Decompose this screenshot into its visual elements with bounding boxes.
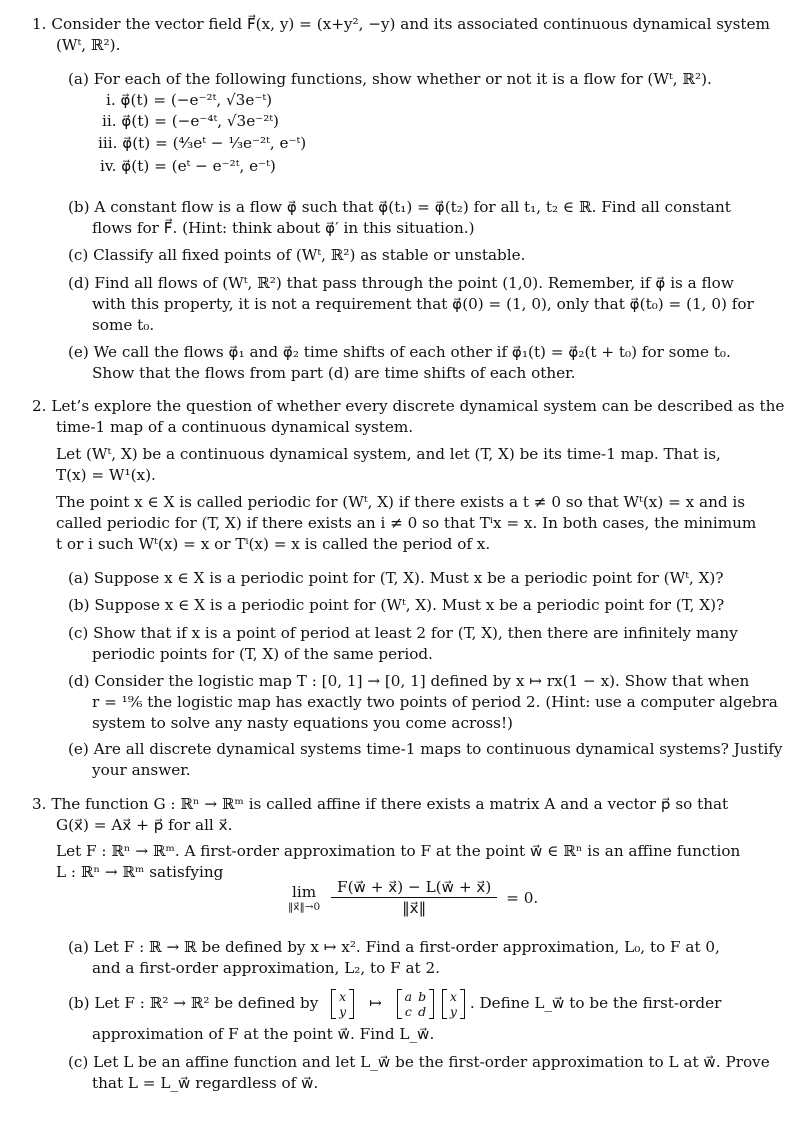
problem-1d-line-3: some t₀. [92, 316, 155, 334]
problem-2-para2-line-1: The point x ∈ X is called periodic for (Wᵗ, X) if there exists a t ≠ 0 so that Wᵗ(x) = x and is [56, 493, 746, 511]
matrix-entry-d: d [418, 1004, 427, 1019]
problem-2c-line-2: periodic points for (T, X) of the same period. [92, 645, 433, 663]
problem-2c-line-1: (c) Show that if x is a point of period at least 2 for (T, X), then there are infinitely many [68, 624, 738, 642]
limit-equation [288, 877, 538, 918]
limit-operator [288, 883, 320, 913]
problem-2d-line-3: system to solve any nasty equations you come across!) [92, 714, 513, 732]
matrix-entry-b: b [418, 989, 427, 1004]
problem-2e-line-1: (e) Are all discrete dynamical systems time-1 maps to continuous dynamical systems? Justify [68, 740, 783, 758]
matrix-entry-a: a [404, 989, 413, 1004]
problem-1a-item-i: i. φ⃗(t) = (−e⁻²ᵗ, √3e⁻ᵗ) [106, 91, 273, 109]
problem-2d-line-1: (d) Consider the logistic map T : [0, 1] → [0, 1] defined by x ↦ rx(1 − x). Show that when [68, 672, 750, 690]
maps-to-arrow: ↦ [369, 994, 382, 1012]
problem-2-intro-line-1: 2. Let’s explore the question of whether every discrete dynamical system can be described as the [32, 397, 785, 415]
problem-3b-lead: (b) Let F : ℝ² → ℝ² be defined by [68, 994, 319, 1012]
problem-3c-line-1: (c) Let L be an affine function and let L_w⃗ be the first-order approximation to L at w⃗. Prove [68, 1053, 770, 1071]
problem-2d-line-2: r = ¹⁹⁄₆ the logistic map has exactly two points of period 2. (Hint: use a computer algebra [92, 693, 778, 711]
coefficient-matrix [397, 989, 434, 1019]
problem-2e-line-2: your answer. [92, 761, 191, 779]
limit-lim: lim [292, 882, 317, 901]
problem-3a-line-1: (a) Let F : ℝ → ℝ be defined by x ↦ x². Find a first-order approximation, L₀, to F at 0, [68, 938, 720, 956]
problem-3a-line-2: and a first-order approximation, L₂, to F at 2. [92, 959, 440, 977]
problem-1e-line-2: Show that the flows from part (d) are time shifts of each other. [92, 364, 576, 382]
problem-2-para2-line-3: t or i such Wᵗ(x) = x or Tⁱ(x) = x is called the period of x. [56, 535, 491, 553]
problem-2-para2-line-2: called periodic for (T, X) if there exists an i ≠ 0 so that Tⁱx = x. In both cases, the minimum [56, 514, 757, 532]
problem-2b-line-1: (b) Suppose x ∈ X is a periodic point for (Wᵗ, X). Must x be a periodic point for (T, X)? [68, 596, 725, 614]
problem-1a-item-iii: iii. φ⃗(t) = (⁴⁄₃eᵗ − ¹⁄₃e⁻²ᵗ, e⁻ᵗ) [98, 134, 307, 152]
problem-1d-line-2: with this property, it is not a requirement that φ⃗(0) = (1, 0), only that φ⃗(t₀) = (1, 0) for [92, 295, 754, 313]
problem-1b-line-1: (b) A constant flow is a flow φ⃗ such that φ⃗(t₁) = φ⃗(t₂) for all t₁, t₂ ∈ ℝ. Find all constant [68, 198, 731, 216]
problem-1e-line-1: (e) We call the flows φ⃗₁ and φ⃗₂ time shifts of each other if φ⃗₁(t) = φ⃗₂(t + t₀) for some t₀. [68, 343, 731, 361]
input-vector [331, 989, 354, 1019]
vector-entry-x: x [449, 989, 457, 1004]
vector-entry-y: y [339, 1004, 347, 1019]
limit-subscript: ‖x⃗‖→0 [288, 900, 321, 913]
problem-1b-line-2: flows for F⃗. (Hint: think about φ⃗′ in this situation.) [92, 219, 475, 237]
problem-2-para1-line-1: Let (Wᵗ, X) be a continuous dynamical system, and let (T, X) be its time-1 map. That is, [56, 445, 721, 463]
problem-1a-item-ii: ii. φ⃗(t) = (−e⁻⁴ᵗ, √3e⁻²ᵗ) [102, 112, 279, 130]
output-vector [442, 989, 465, 1019]
problem-3-intro-line-2: G(x⃗) = Ax⃗ + p⃗ for all x⃗. [56, 816, 233, 834]
problem-3-para1-line-2: L : ℝⁿ → ℝᵐ satisfying [56, 863, 224, 881]
limit-denominator: ‖x⃗‖ [402, 899, 427, 917]
limit-numerator: F(w⃗ + x⃗) − L(w⃗ + x⃗) [331, 877, 497, 898]
problem-3b-line-1 [68, 986, 721, 1020]
vector-entry-y: y [449, 1004, 457, 1019]
problem-1c-line-1: (c) Classify all fixed points of (Wᵗ, ℝ²) as stable or unstable. [68, 246, 526, 264]
problem-3b-trail: . Define L_w⃗ to be the first-order [469, 994, 722, 1012]
limit-rhs: = 0. [506, 888, 539, 907]
problem-1a-text: (a) For each of the following functions, show whether or not it is a flow for (Wᵗ, ℝ²). [68, 70, 712, 88]
problem-1d-line-1: (d) Find all flows of (Wᵗ, ℝ²) that pass through the point (1,0). Remember, if φ⃗ is a flow [68, 274, 734, 292]
problem-3-para1-line-1: Let F : ℝⁿ → ℝᵐ. A first-order approximation to F at the point w⃗ ∈ ℝⁿ is an affine function [56, 842, 741, 860]
vector-entry-x: x [339, 989, 347, 1004]
problem-3-intro-line-1: 3. The function G : ℝⁿ → ℝᵐ is called affine if there exists a matrix A and a vector p⃗ so that [32, 795, 729, 813]
problem-1-intro-line-2: (Wᵗ, ℝ²). [56, 36, 121, 54]
problem-2a-line-1: (a) Suppose x ∈ X is a periodic point for (T, X). Must x be a periodic point for (Wᵗ, X)? [68, 569, 724, 587]
problem-2-para1-line-2: T(x) = W¹(x). [56, 466, 156, 484]
problem-3b-line-2: approximation of F at the point w⃗. Find L_w⃗. [92, 1025, 435, 1043]
problem-3c-line-2: that L = L_w⃗ regardless of w⃗. [92, 1074, 319, 1092]
matrix-entry-c: c [404, 1004, 412, 1019]
problem-1-intro-line-1: 1. Consider the vector field F⃗(x, y) = (x+y², −y) and its associated continuous dynamical system [32, 15, 770, 33]
limit-fraction [331, 877, 497, 918]
problem-2-intro-line-2: time-1 map of a continuous dynamical system. [56, 418, 414, 436]
problem-1a-item-iv: iv. φ⃗(t) = (eᵗ − e⁻²ᵗ, e⁻ᵗ) [100, 157, 276, 175]
